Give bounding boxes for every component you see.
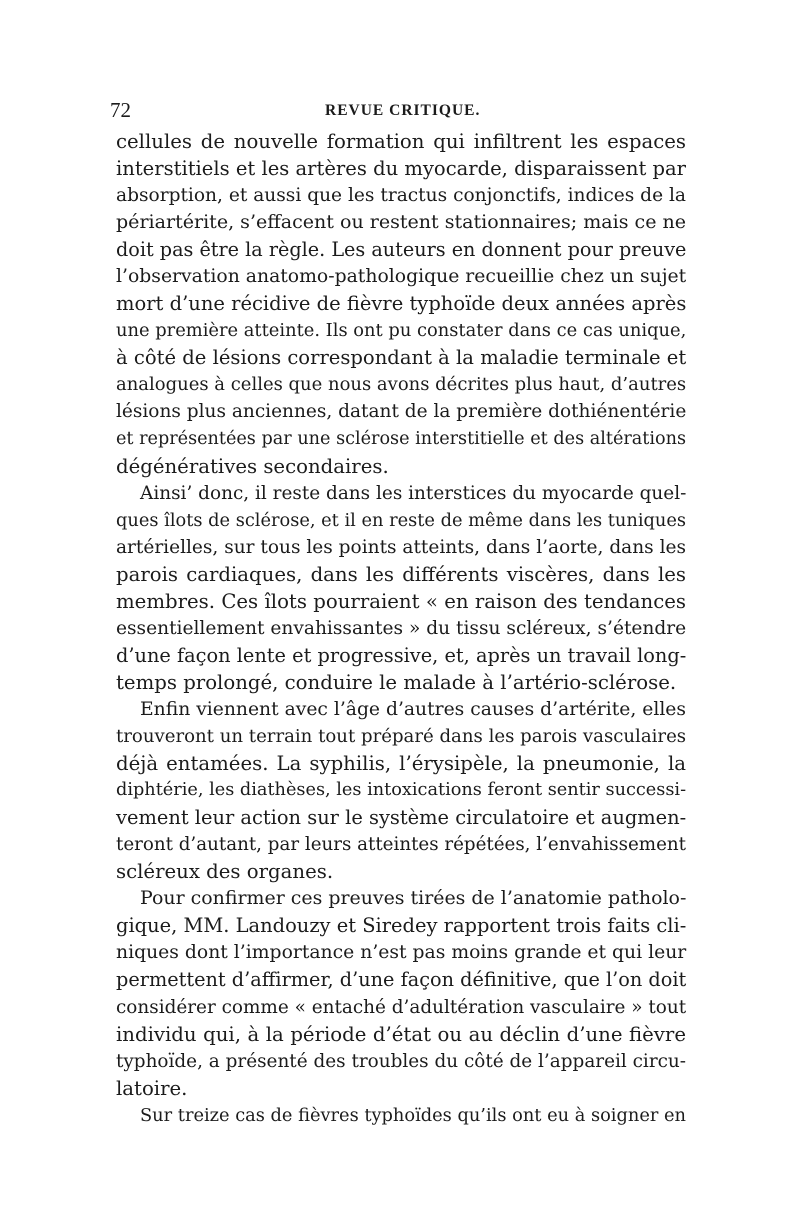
text-line: mort d’une récidive de fièvre typhoïde deux années après — [116, 292, 687, 316]
text-line: interstitiels et les artères du myocarde, disparaissent par — [116, 157, 686, 181]
text-line: d’une façon lente et progressive, et, après un travail long- — [116, 643, 687, 667]
text-line: membres. Ces îlots pourraient « en raison des tendances — [116, 589, 686, 613]
text-line: l’observation anatomo-pathologique recueillie chez un sujet — [116, 266, 687, 288]
text-line: considérer comme « entaché d’adultération vasculaire » tout — [116, 996, 687, 1018]
page-number: 72 — [110, 98, 131, 122]
paragraph-first-line: Enfin viennent avec l’âge d’autres causes d’artérite, elles — [140, 698, 686, 720]
running-title: REVUE CRITIQUE. — [325, 102, 481, 119]
paragraph-first-line: Sur treize cas de fièvres typhoïdes qu’ils ont eu à soigner en — [140, 1104, 686, 1126]
paragraph-last-line: dégénératives secondaires. — [116, 454, 389, 478]
text-line: individu qui, à la période d’état ou au déclin d’une fièvre — [116, 1022, 686, 1046]
text-line: vement leur action sur le système circulatoire et augmen- — [116, 806, 687, 830]
text-line: parois cardiaques, dans les différents viscères, dans les — [116, 562, 686, 586]
text-line: une première atteinte. Ils ont pu constater dans ce cas unique, — [116, 320, 687, 342]
text-line: gique, MM. Landouzy et Siredey rapportent trois faits cli- — [116, 914, 687, 938]
paragraph-first-line: Ainsi’ donc, il reste dans les interstices du myocarde quel- — [140, 482, 687, 504]
text-line: niques dont l’importance n’est pas moins grande et qui leur — [116, 942, 687, 964]
text-line: absorption, et aussi que les tractus conjonctifs, indices de la — [116, 185, 686, 207]
text-line: doit pas être la règle. Les auteurs en donnent pour preuve — [116, 238, 687, 262]
text-line: à côté de lésions correspondant à la maladie terminale et — [116, 346, 687, 370]
text-line: essentiellement envahissantes » du tissu scléreux, s’étendre — [116, 617, 687, 639]
text-line: et représentées par une sclérose interstitielle et des altérations — [116, 428, 686, 449]
text-line: déjà entamées. La syphilis, l’érysipèle, la pneumonie, la — [116, 752, 686, 776]
body-text — [116, 128, 686, 1129]
text-line: ques îlots de sclérose, et il en reste de même dans les tuniques — [116, 509, 686, 531]
text-line: périartérite, s’effacent ou restent stationnaires; mais ce ne — [116, 211, 687, 234]
text-line: artérielles, sur tous les points atteints, dans l’aorte, dans les — [116, 536, 686, 558]
text-line: cellules de nouvelle formation qui infiltrent les espaces — [116, 130, 686, 153]
text-line: typhoïde, a présenté des troubles du côté de l’appareil circu- — [116, 1050, 686, 1072]
paragraph-last-line: temps prolongé, conduire le malade à l’artério-sclérose. — [116, 670, 677, 694]
paragraph-last-line: latoire. — [116, 1076, 188, 1100]
text-line: trouveront un terrain tout préparé dans les parois vasculaires — [116, 726, 687, 748]
text-line: teront d’autant, par leurs atteintes répétées, l’envahissement — [116, 834, 686, 856]
paragraph-last-line: scléreux des organes. — [116, 860, 334, 884]
text-line: permettent d’affirmer, d’une façon définitive, que l’on doit — [116, 968, 687, 992]
text-line: diphtérie, les diathèses, les intoxications feront sentir successi- — [116, 780, 687, 801]
text-line: analogues à celles que nous avons décrites plus haut, d’autres — [116, 374, 687, 396]
running-head — [110, 98, 690, 128]
text-line: lésions plus anciennes, datant de la première dothiénentérie — [116, 401, 687, 423]
paragraph-first-line: Pour confirmer ces preuves tirées de l’anatomie patholo- — [140, 887, 687, 910]
